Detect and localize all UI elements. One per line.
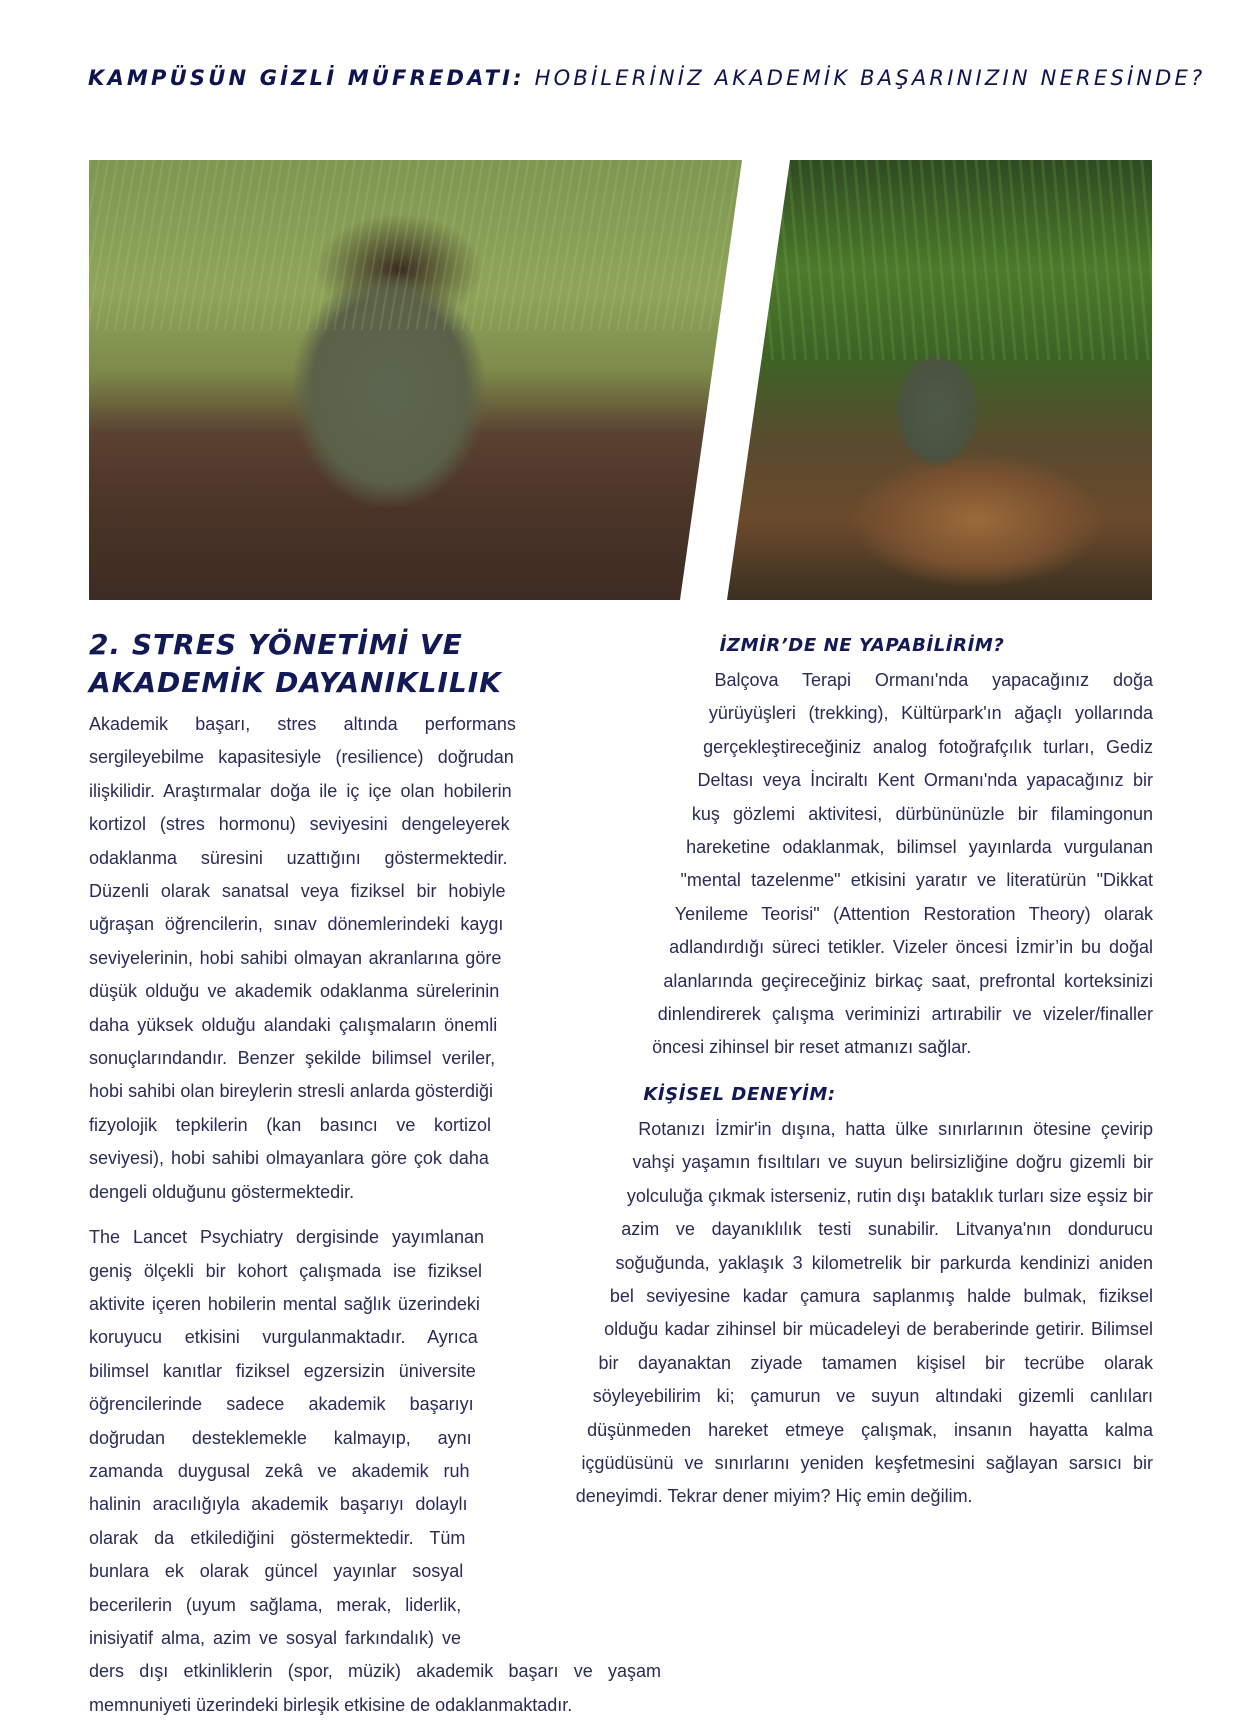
izmir-paragraph: Balçova Terapi Ormanı'nda yapacağınız doğa yürüyüşleri (trekking), Kültürpark'ın ağaçlı yollarında gerçekleştireceğiniz analog fotoğrafçılık turları, Gediz Deltası veya İnciraltı Kent Ormanı'nda yapacağınız bir kuş gözlemi aktivitesi, dürbününüzle bir filamingonun hareketine odaklanmak, bilimsel yayınlarda vurgulanan "mental tazelenme" etkisini yaratır ve literatürün "Dikkat Yenileme Teorisi" (Attention Restoration Theory) olarak adlandırdığı süreci tetikler. Vizeler öncesi İzmir’in bu doğal alanlarında geçireceğiniz birkaç saat, prefrontal korteksinizi dinlendirerek çalışma veriminizi artırabilir ve vizeler/finaller öncesi zihinsel bir reset atmanızı sağlar. — [652, 670, 1153, 1058]
lancet-paragraph: The Lancet Psychiatry dergisinde yayımlanan geniş ölçekli bir kohort çalışmada ise fiziksel aktivite içeren hobilerin mental sağlık üzerindeki koruyucu etkisini vurgulanmaktadır. Ayrıca bilimsel kanıtlar fiziksel egzersizin üniversite öğrencilerinde sadece akademik başarıyı doğrudan desteklemekle kalmayıp, aynı zamanda duygusal zekâ ve akademik ruh halinin aracılığıyla akademik başarıyı dolaylı olarak da etkilediğini göstermektedir. Tüm bunlara ek olarak güncel yayınlar sosyal becerilerin (uyum sağlama, merak, liderlik, inisiyatif alma, azim ve sosyal farkındalık) ve ders dışı etkinliklerin (spor, müzik) akademik başarı ve yaşam memnuniyeti üzerindeki birleşik etkisine de odaklanmaktadır. — [89, 1227, 661, 1715]
photo-collage — [89, 160, 1152, 600]
page-title — [88, 66, 1206, 90]
bog-crawl-photo — [89, 160, 742, 600]
stress-paragraph: Akademik başarı, stres altında performans sergileyebilme kapasitesiyle (resilience) doğrudan ilişkilidir. Araştırmalar doğa ile iç içe olan hobilerin kortizol (stres hormonu) seviyesini dengeleyerek odaklanma süresini uzattığını göstermektedir. Düzenli olarak sanatsal veya fiziksel bir hobiyle uğraşan öğrencilerin, sınav dönemlerindeki kaygı seviyelerinin, hobi sahibi olmayan akranlarına göre düşük olduğu ve akademik odaklanma sürelerinin daha yüksek olduğu alandaki çalışmaların önemli sonuçlarındandır. Benzer şekilde bilimsel veriler, hobi sahibi olan bireylerin stresli anlarda gösterdiği fizyolojik tepkilerin (kan basıncı ve kortizol seviyesi), hobi sahibi olmayanlara göre çok daha dengeli olduğunu göstermektedir. — [89, 714, 516, 1202]
stream-wade-photo — [727, 160, 1152, 600]
section-title-line1: 2. STRES YÖNETİMİ VE — [89, 628, 463, 661]
right-column — [551, 626, 1153, 1626]
article-body — [89, 626, 1153, 1715]
personal-paragraph: Rotanızı İzmir'in dışına, hatta ülke sınırlarının ötesine çevirip vahşi yaşamın fısıltıları ve suyun belirsizliğine doğru gizemli bir yolculuğa çıkmak isterseniz, rutin dışı bataklık turları size eşsiz bir azim ve dayanıklılık testi sunabilir. Litvanya'nın dondurucu soğuğunda, yaklaşık 3 kilometrelik bir parkurda kendinizi aniden bel seviyesine kadar çamura saplanmış halde bulmak, fiziksel olduğu kadar zihinsel bir mücadeleyi de beraberinde getirir. Bilimsel bir dayanaktan ziyade tamamen kişisel bir tecrübe olarak söyleyebilirim ki; çamurun ve suyun altındaki gizemli canlıları düşünmeden hareket etmeye çalışmak, insanın hayatta kalma içgüdüsünü ve sınırlarını yeniden keşfetmesini sağlayan sarsıcı bir deneyimdi. Tekrar dener miyim? Hiç emin değilim. — [575, 1118, 1153, 1507]
page-title-rest: HOBİLERİNİZ AKADEMİK BAŞARINIZIN NERESİNDE? — [534, 66, 1206, 90]
page-title-bold: KAMPÜSÜN GİZLİ MÜFREDATI: — [88, 66, 525, 90]
izmir-title: İZMİR’DE NE YAPABİLİRİM? — [719, 635, 1005, 656]
section-title-line2: AKADEMİK DAYANIKLILIK — [89, 666, 502, 699]
personal-title: KİŞİSEL DENEYİM: — [643, 1083, 836, 1105]
